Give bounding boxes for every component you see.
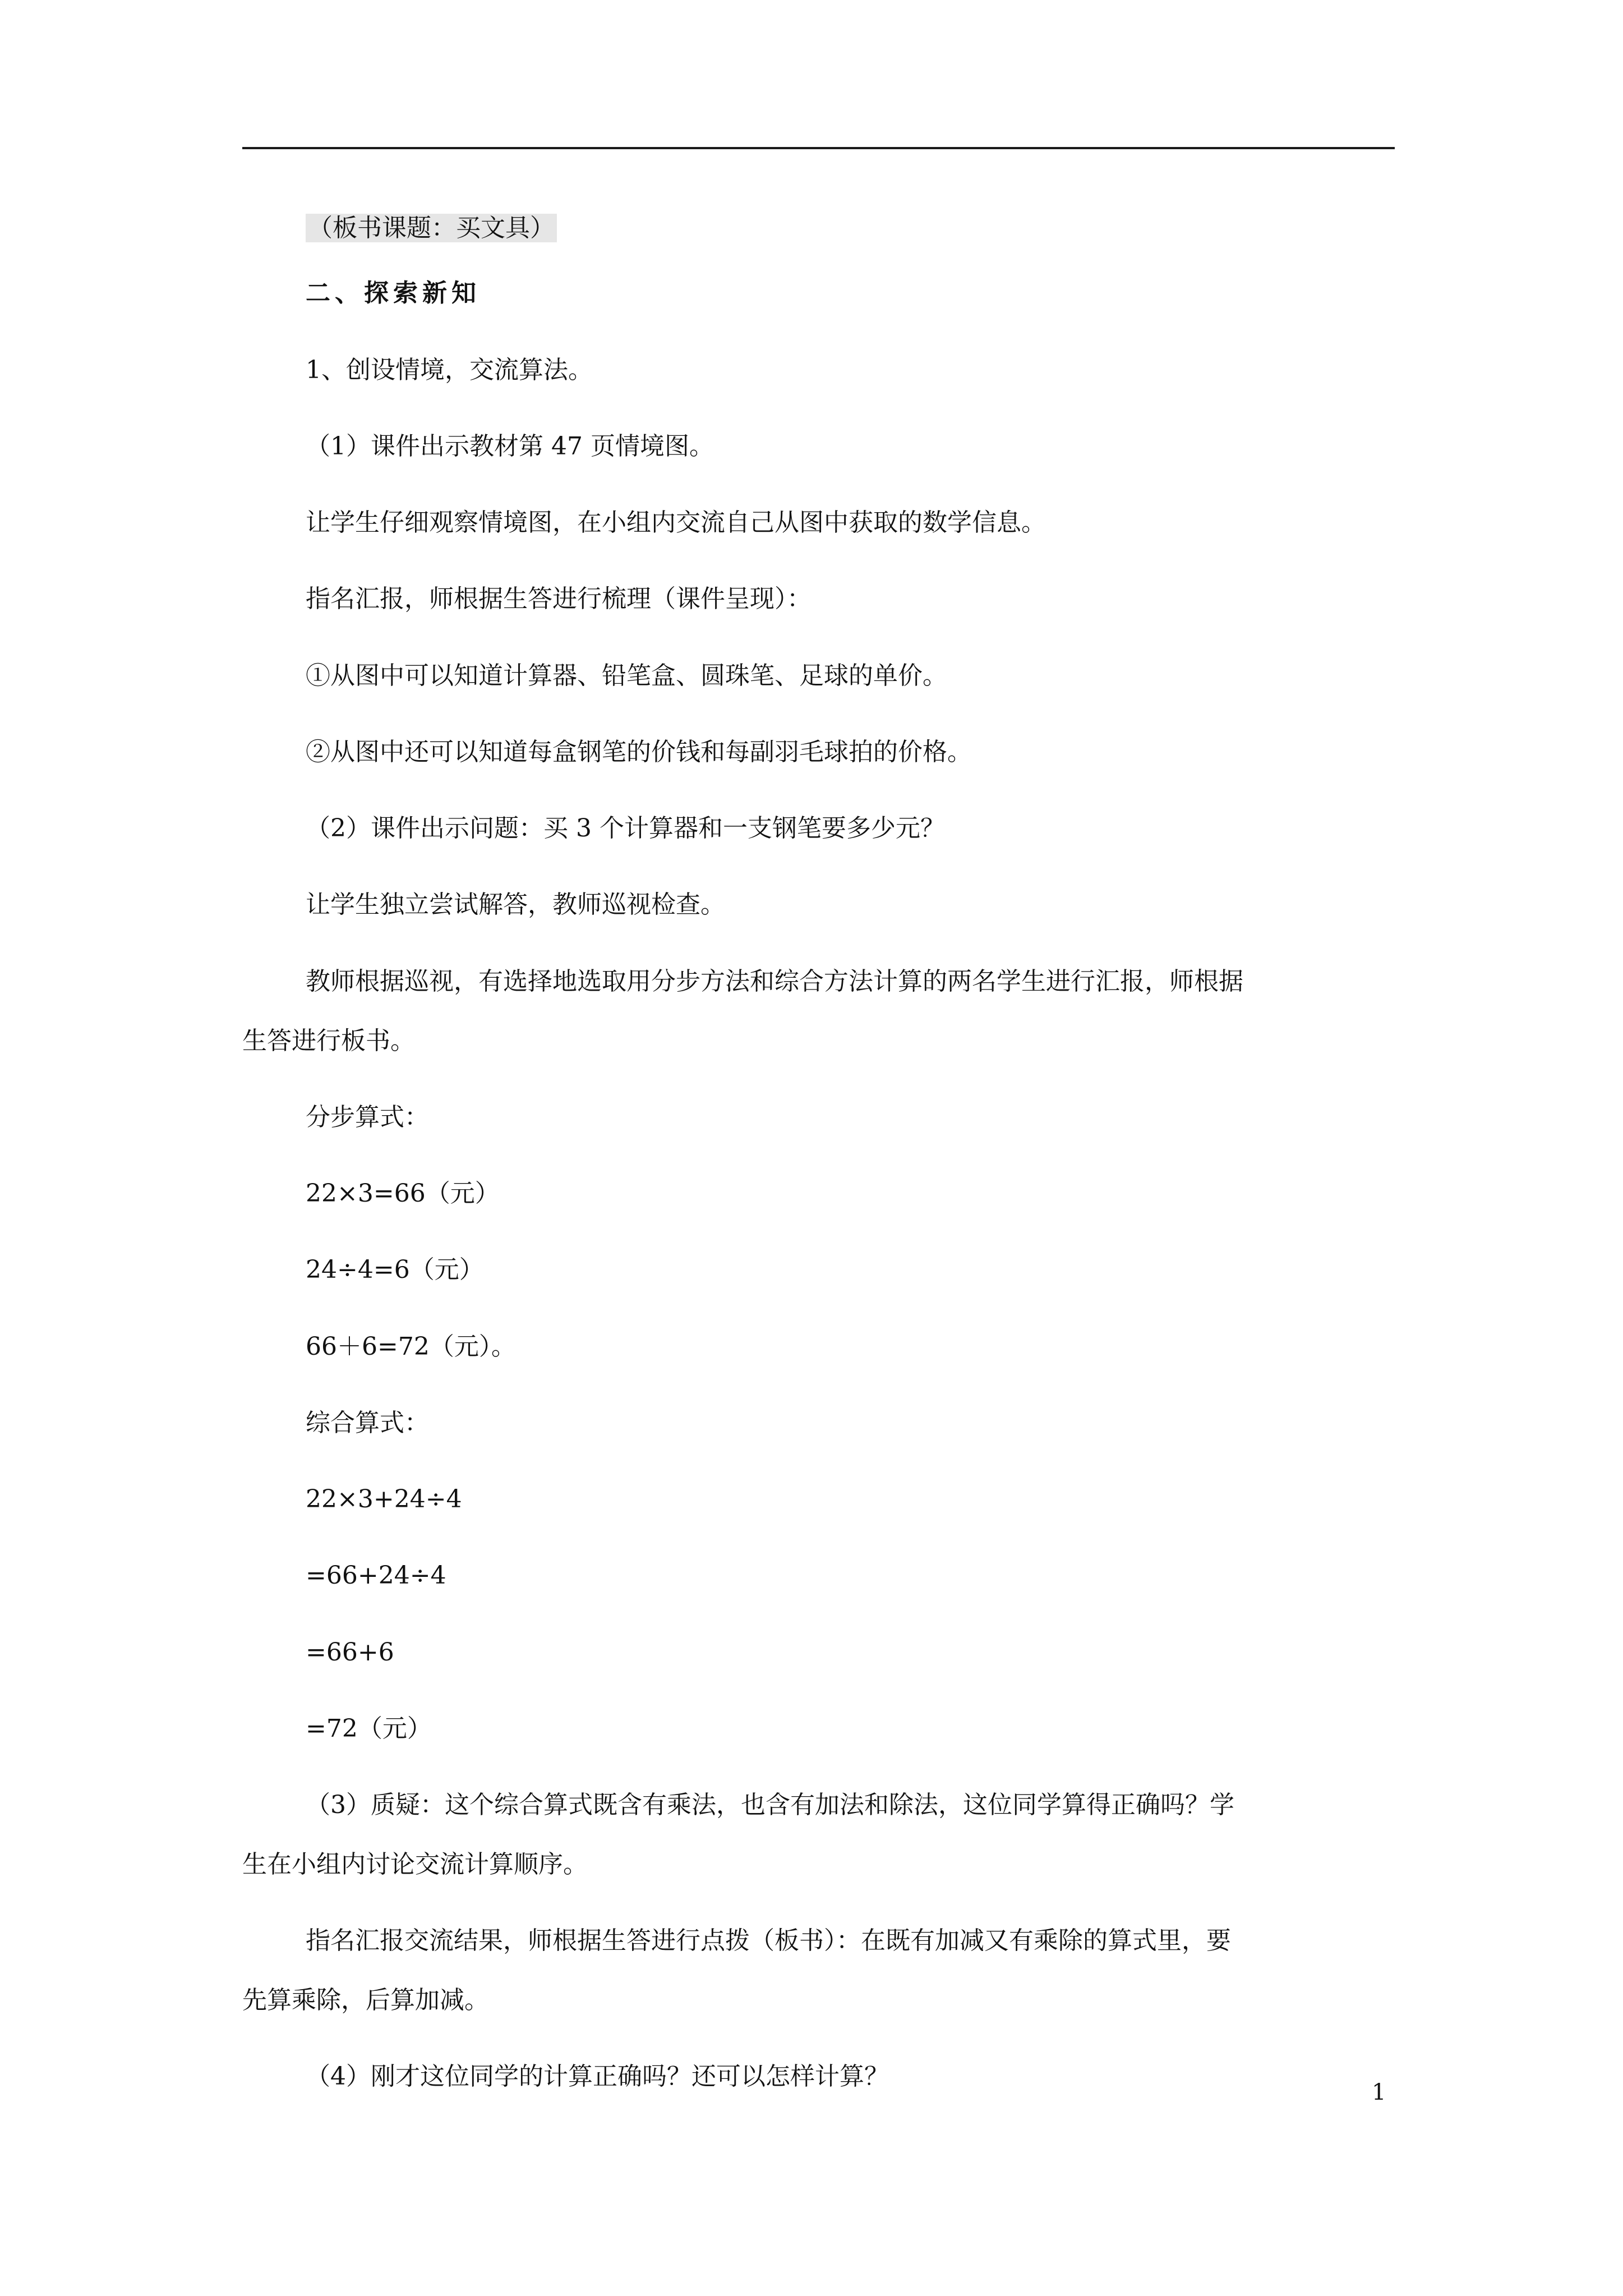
info-item-1: ①从图中可以知道计算器、铅笔盒、圆珠笔、足球的单价。 — [306, 661, 947, 690]
paragraph-3-text-line-1: 指名汇报交流结果，师根据生答进行点拨（板书）：在既有加减又有乘除的算式里，要 — [306, 1926, 1231, 1955]
combined-formula-1: 22×3+24÷4 — [306, 1485, 462, 1513]
step-formula-1: 22×3=66（元） — [306, 1179, 500, 1208]
page-number: 1 — [1372, 2079, 1386, 2105]
subsection-1-heading: 1、创设情境，交流算法。 — [306, 356, 593, 384]
paragraph-2-text-2-line-2: 生答进行板书。 — [242, 1027, 415, 1055]
paragraph-2-text-2-line-1: 教师根据巡视，有选择地选取用分步方法和综合方法计算的两名学生进行汇报，师根据 — [306, 967, 1243, 996]
paragraph-3-line-1: （3）质疑：这个综合算式既含有乘法，也含有加法和除法，这位同学算得正确吗？学 — [306, 1791, 1234, 1819]
section-heading: 二、探索新知 — [306, 279, 481, 307]
board-title-line — [306, 211, 557, 245]
paragraph-1-text-1: 让学生仔细观察情境图，在小组内交流自己从图中获取的数学信息。 — [306, 508, 1046, 537]
combined-formula-2: =66+24÷4 — [306, 1561, 446, 1590]
info-item-2: ②从图中还可以知道每盒钢笔的价钱和每副羽毛球拍的价格。 — [306, 738, 972, 766]
paragraph-3-line-2: 生在小组内讨论交流计算顺序。 — [242, 1850, 588, 1879]
combined-formula-3: =66+6 — [306, 1638, 394, 1667]
paragraph-1-text-2: 指名汇报，师根据生答进行梳理（课件呈现）： — [306, 585, 811, 613]
paragraph-3-text-line-2: 先算乘除，后算加减。 — [242, 1986, 489, 2014]
paragraph-1: （1）课件出示教材第 47 页情境图。 — [306, 432, 714, 461]
paragraph-2-text-1: 让学生独立尝试解答，教师巡视检查。 — [306, 890, 725, 919]
combined-formula-label: 综合算式： — [306, 1409, 429, 1437]
step-formula-label: 分步算式： — [306, 1103, 429, 1131]
header-rule — [242, 147, 1395, 149]
step-formula-2: 24÷4=6（元） — [306, 1255, 484, 1284]
board-title: （板书课题：买文具） — [306, 214, 557, 242]
paragraph-4: （4）刚才这位同学的计算正确吗？还可以怎样计算？ — [306, 2062, 889, 2091]
paragraph-2: （2）课件出示问题：买 3 个计算器和一支钢笔要多少元？ — [306, 814, 945, 843]
step-formula-3: 66＋6=72（元）。 — [306, 1332, 516, 1361]
combined-formula-4: =72（元） — [306, 1714, 432, 1743]
